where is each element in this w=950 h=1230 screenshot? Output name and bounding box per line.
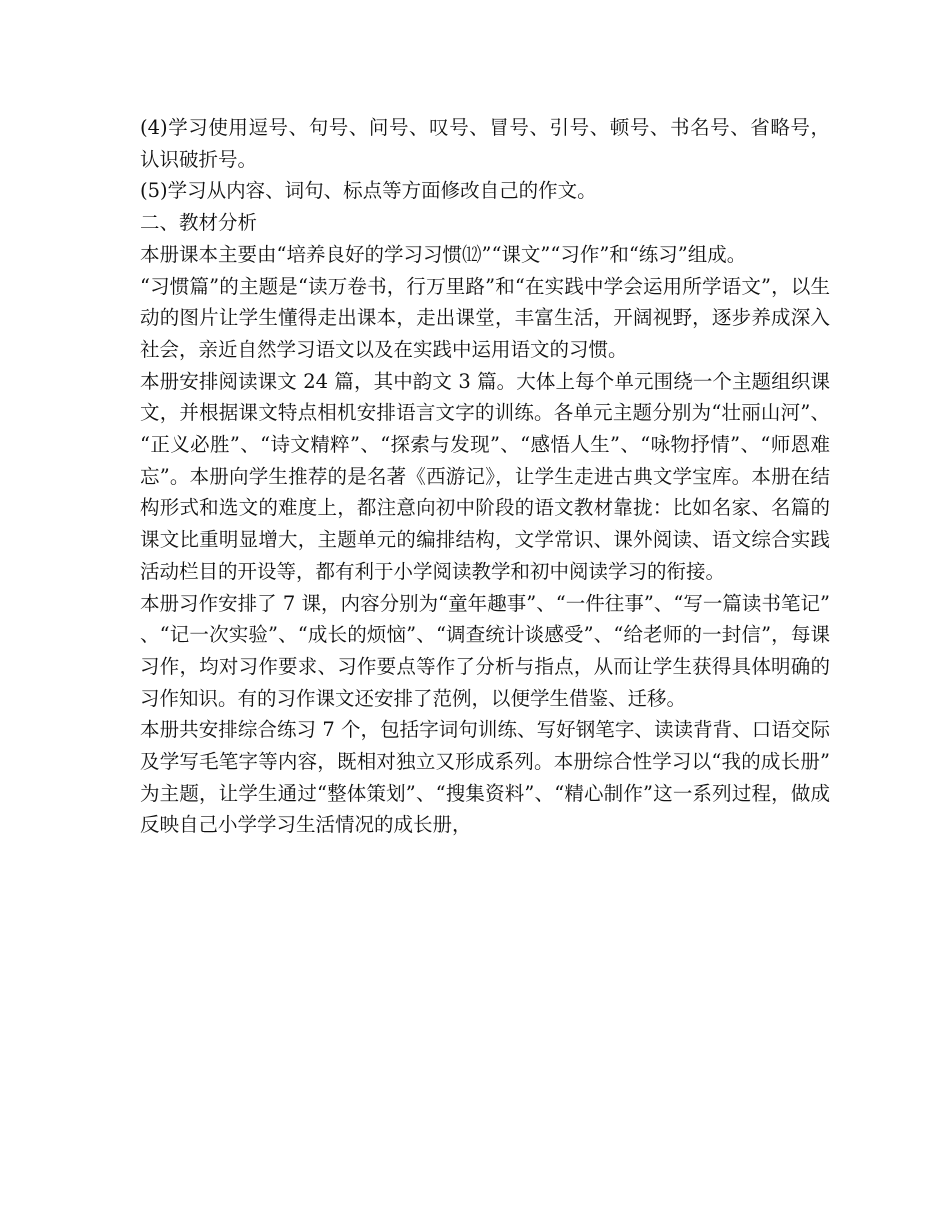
paragraph-reading-texts: 本册安排阅读课文 24 篇，其中韵文 3 篇。大体上每个单元围绕一个主题组织课文，并根据课文特点相机安排语言文字的训练。各单元主题分别为“壮丽山河”、“正义必胜”、“诗文精粹”、“探索与发现”、“感悟人生”、“咏物抒情”、“师恩难忘”。本册向学生推荐的是名著《西游记》，让学生走进古典文学宝库。本册在结构形式和选文的难度上，都注意向初中阶段的语文教材靠拢：比如名家、名篇的课文比重明显增大，主题单元的编排结构，文学常识、课外阅读、语文综合实践活动栏目的开设等，都有利于小学阅读教学和初中阅读学习的衔接。 (140, 369, 830, 583)
paragraph-habits-section: “习惯篇”的主题是“读万卷书，行万里路”和“在实践中学会运用所学语文”，以生动的图片让学生懂得走出课本，走出课堂，丰富生活，开阔视野，逐步养成深入社会，亲近自然学习语文以及在实践中运用语文的习惯。 (140, 274, 830, 361)
document-page (140, 112, 830, 841)
paragraph-textbook-composition: 本册课本主要由“培养良好的学习习惯⑿”“课文”“习作”和“练习”组成。 (140, 242, 747, 266)
paragraph-punctuation-goal: (4)学习使用逗号、句号、问号、叹号、冒号、引号、顿号、书名号、省略号，认识破折号。 (140, 116, 830, 171)
paragraph-revision-goal: (5)学习从内容、词句、标点等方面修改自己的作文。 (140, 179, 597, 203)
section-heading-textbook-analysis: 二、教材分析 (140, 211, 258, 235)
paragraph-writing-lessons: 本册习作安排了 7 课，内容分别为“童年趣事”、“一件往事”、“写一篇读书笔记”、“记一次实验”、“成长的烦恼”、“调查统计谈感受”、“给老师的一封信”，每课习作，均对习作要求、习作要点等作了分析与指点，从而让学生获得具体明确的习作知识。有的习作课文还安排了范例，以便学生借鉴、迁移。 (140, 591, 830, 710)
paragraph-comprehensive-practice: 本册共安排综合练习 7 个，包括字词句训练、写好钢笔字、读读背背、口语交际及学写毛笔字等内容，既相对独立又形成系列。本册综合性学习以“我的成长册”为主题，让学生通过“整体策划”、“搜集资料”、“精心制作”这一系列过程，做成反映自己小学学习生活情况的成长册， (140, 718, 830, 837)
